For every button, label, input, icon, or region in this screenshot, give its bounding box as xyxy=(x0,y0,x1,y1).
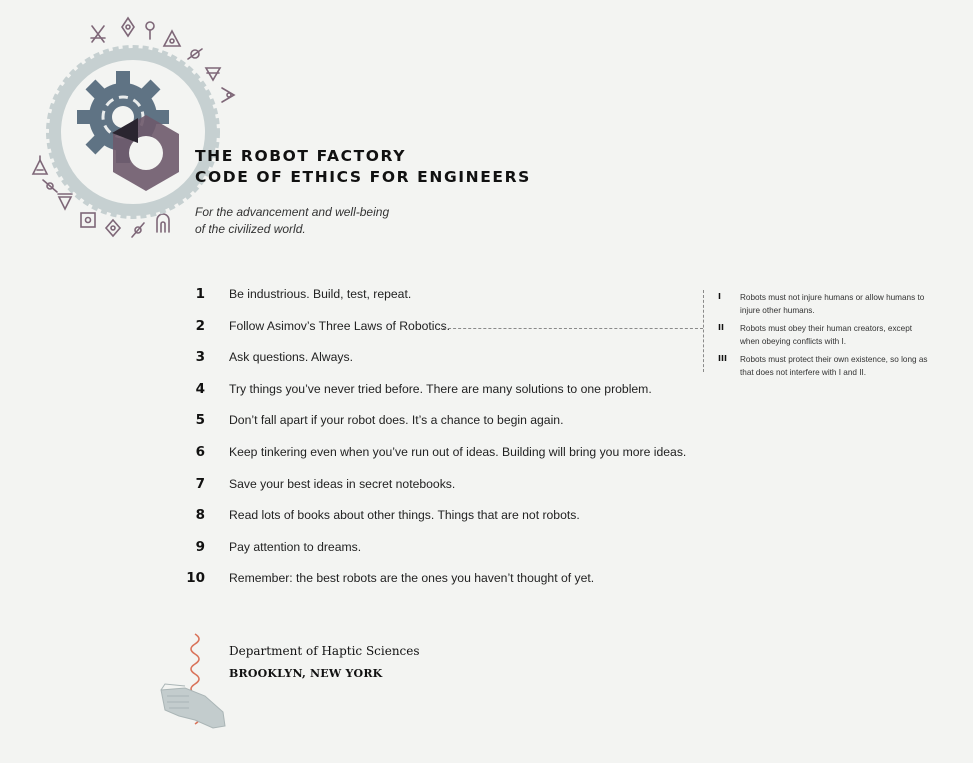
connector-line-horizontal xyxy=(443,328,703,329)
rule-text: Be industrious. Build, test, repeat. xyxy=(229,287,412,301)
rule-item xyxy=(182,409,563,431)
department-name: Department of Haptic Sciences xyxy=(229,644,420,658)
rule-text: Don’t fall apart if your robot does. It’s a chance to begin again. xyxy=(229,413,564,427)
rule-number: 10 xyxy=(186,570,205,586)
rule-item xyxy=(182,504,580,526)
rule-text: Ask questions. Always. xyxy=(229,350,353,364)
rule-text: Keep tinkering even when you’ve run out of ideas. Building will bring you more ideas. xyxy=(229,445,687,459)
law-number: I xyxy=(718,292,721,301)
rule-item xyxy=(182,473,455,495)
rule-item xyxy=(182,315,450,337)
rule-number: 5 xyxy=(195,412,205,428)
law-item xyxy=(718,322,933,348)
rule-text: Read lots of books about other things. Things that are not robots. xyxy=(229,508,580,522)
rule-item xyxy=(182,378,652,400)
title-line-1: THE ROBOT FACTORY xyxy=(195,147,407,165)
rule-item xyxy=(182,346,353,368)
subtitle-line-1: For the advancement and well-being xyxy=(195,205,390,219)
rule-number: 6 xyxy=(195,444,205,460)
rule-number: 1 xyxy=(195,286,205,302)
rule-number: 9 xyxy=(195,539,205,555)
title-line-2: CODE OF ETHICS FOR ENGINEERS xyxy=(195,168,531,186)
law-text: Robots must protect their own existence, so long as that does not interfere with I and II. xyxy=(740,355,928,377)
rule-number: 7 xyxy=(195,476,205,492)
rule-number: 8 xyxy=(195,507,205,523)
rule-number: 3 xyxy=(195,349,205,365)
rule-text: Try things you’ve never tried before. There are many solutions to one problem. xyxy=(229,382,652,396)
rule-text: Save your best ideas in secret notebooks. xyxy=(229,477,456,491)
law-text: Robots must obey their human creators, except when obeying conflicts with I. xyxy=(740,324,913,346)
rule-number: 4 xyxy=(195,381,205,397)
rule-number: 2 xyxy=(195,318,205,334)
page-subtitle xyxy=(195,204,415,238)
law-item xyxy=(718,291,933,317)
rule-item xyxy=(182,536,361,558)
connector-line-vertical xyxy=(703,290,704,372)
law-text: Robots must not injure humans or allow humans to injure other humans. xyxy=(740,293,925,315)
asimov-laws-list xyxy=(718,291,933,384)
department-location: BROOKLYN, NEW YORK xyxy=(229,667,383,680)
rule-text: Remember: the best robots are the ones you haven’t thought of yet. xyxy=(229,571,595,585)
rule-item xyxy=(182,283,411,305)
rule-text: Follow Asimov’s Three Laws of Robotics. xyxy=(229,319,451,333)
law-number: III xyxy=(718,354,727,363)
rule-text: Pay attention to dreams. xyxy=(229,540,362,554)
rule-item xyxy=(182,567,594,589)
rule-item xyxy=(182,441,686,463)
subtitle-line-2: of the civilized world. xyxy=(195,222,306,236)
hand-icon xyxy=(161,684,225,728)
hand-graphic xyxy=(155,630,235,740)
page-title xyxy=(195,146,531,188)
law-item xyxy=(718,353,933,379)
law-number: II xyxy=(718,323,724,332)
